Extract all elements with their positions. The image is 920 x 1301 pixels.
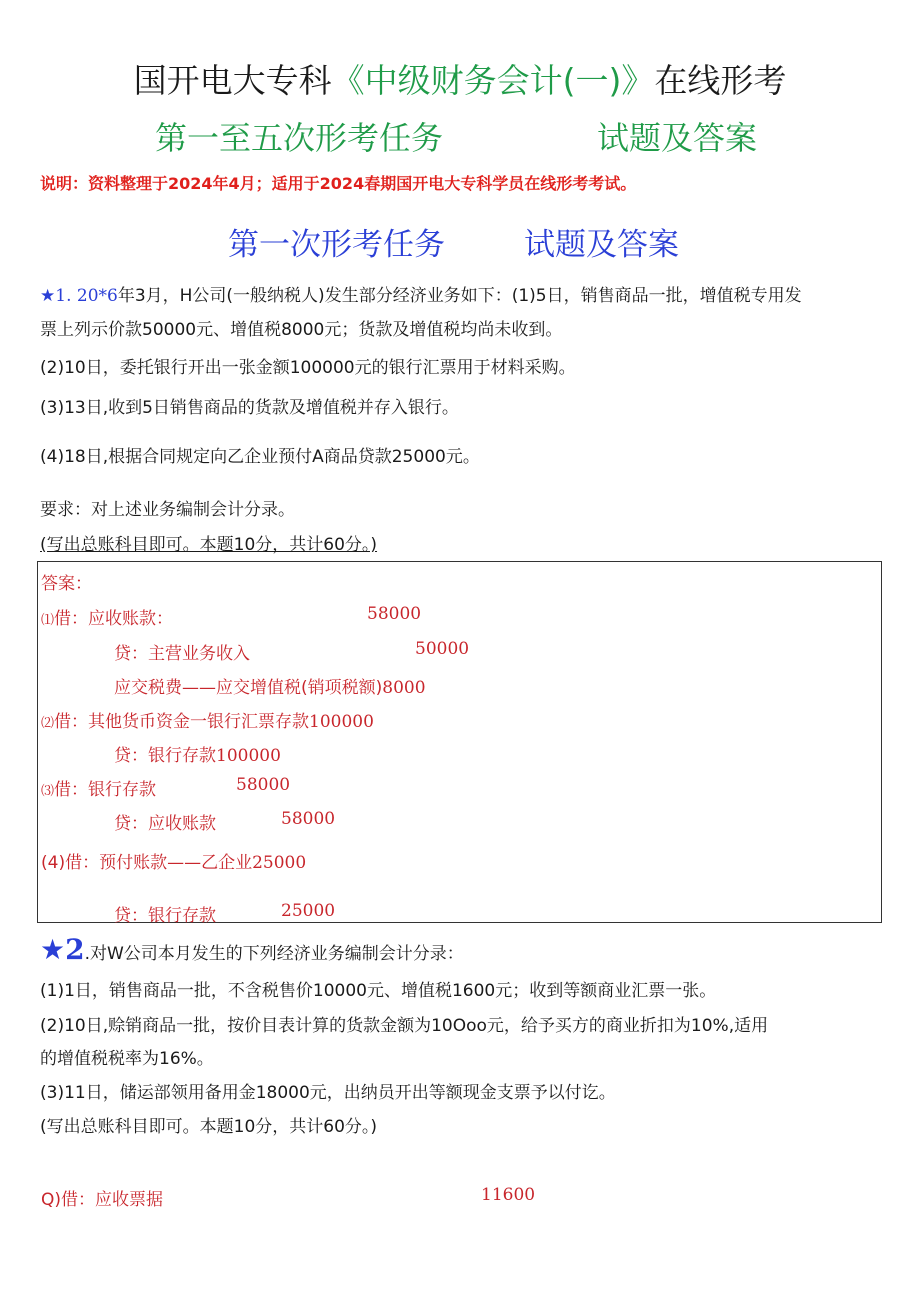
answer-amount-9: 25000 bbox=[281, 901, 336, 921]
q1-requirement-note: (写出总账科目即可。本题10分，共计60分。) bbox=[40, 535, 378, 555]
answer-text-7: 贷：应收账款 bbox=[114, 814, 216, 834]
answer-row-6 bbox=[41, 775, 156, 800]
title-suffix: 在线形考 bbox=[654, 61, 787, 100]
section-title-left: 第一次形考任务 bbox=[228, 227, 445, 263]
q2-line1 bbox=[40, 933, 464, 966]
answer-amount-5: 100000 bbox=[216, 746, 281, 766]
note-text: 说明：资料整理于2024年4月；适用于2024春期国开电大专科学员在线形考考试。 bbox=[40, 174, 637, 193]
answer-text-1: 借：应收账款： bbox=[54, 609, 174, 629]
answer2-amount-1: 11600 bbox=[481, 1185, 536, 1205]
subtitle-left: 第一至五次形考任务 bbox=[155, 119, 444, 157]
section-title-right: 试题及答案 bbox=[524, 227, 679, 263]
answer-text-5: 贷：银行存款 bbox=[114, 746, 216, 766]
answer2-text-1: Q)借：应收票据 bbox=[41, 1190, 164, 1210]
q1-item2: (2)10日，委托银行开出一张金额100000元的银行汇票用于材料采购。 bbox=[40, 358, 576, 378]
document-title bbox=[0, 55, 920, 102]
q1-item3: (3)13日,收到5日销售商品的货款及增值税并存入银行。 bbox=[40, 398, 459, 418]
answer-text-3: 应交税费——应交增值税(销项税额) bbox=[114, 678, 383, 698]
q2-item1: (1)1日，销售商品一批，不含税售价10000元、增值税1600元；收到等额商业汇票一张。 bbox=[40, 981, 717, 1001]
answer-index-2: ⑵ bbox=[41, 716, 55, 731]
q1-line1 bbox=[40, 281, 802, 306]
q1-requirement: 要求：对上述业务编制会计分录。 bbox=[40, 500, 295, 520]
q2-requirement: (写出总账科目即可。本题10分，共计60分。) bbox=[40, 1117, 378, 1137]
q1-item4: (4)18日,根据合同规定向乙企业预付A商品贷款25000元。 bbox=[40, 447, 480, 467]
answer-amount-3: 8000 bbox=[382, 678, 426, 698]
answer-row-5 bbox=[114, 741, 281, 766]
subtitle-right: 试题及答案 bbox=[597, 119, 758, 157]
q2-item2a: (2)10日,赊销商品一批，按价目表计算的货款金额为10Ooo元，给予买方的商业折扣为10%,适用 bbox=[40, 1016, 769, 1036]
answer-amount-1: 58000 bbox=[367, 604, 422, 624]
q1-number: 1. 20*6 bbox=[55, 286, 118, 306]
answer-row-3 bbox=[114, 673, 426, 698]
q2-item3: (3)11日，储运部领用备用金18000元，出纳员开出等额现金支票予以付讫。 bbox=[40, 1083, 616, 1103]
star-icon: ★ bbox=[40, 933, 66, 966]
answer-text-2: 贷：主营业务收入 bbox=[114, 644, 250, 664]
answer-text-6: 借：银行存款 bbox=[54, 780, 157, 800]
answer-text-8: (4)借：预付账款——乙企业 bbox=[41, 853, 253, 873]
answer-row-4 bbox=[41, 707, 374, 732]
answer-row-1 bbox=[41, 604, 173, 629]
title-course-name: 《中级财务会计(一)》 bbox=[331, 61, 655, 100]
answer-index-3: ⑶ bbox=[41, 784, 55, 799]
answer-label: 答案： bbox=[41, 574, 92, 594]
answer-amount-2: 50000 bbox=[415, 639, 470, 659]
q2-item2b: 的增值税税率为16%。 bbox=[40, 1049, 214, 1069]
answer-text-9: 贷：银行存款 bbox=[114, 906, 216, 926]
answer-amount-7: 58000 bbox=[281, 809, 336, 829]
star-icon: ★ bbox=[40, 286, 56, 306]
q2-number: 2 bbox=[65, 933, 85, 966]
answer-amount-6: 58000 bbox=[236, 775, 291, 795]
title-prefix: 国开电大专科 bbox=[133, 61, 332, 100]
answer-amount-4: 100000 bbox=[309, 712, 374, 732]
q2-text1: .对W公司本月发生的下列经济业务编制会计分录： bbox=[84, 944, 464, 964]
q1-text1: 年3月，H公司(一般纳税人)发生部分经济业务如下：(1)5日，销售商品一批，增值税专用发 bbox=[117, 286, 802, 306]
q1-line2: 票上列示价款50000元、增值税8000元；货款及增值税均尚未收到。 bbox=[40, 320, 563, 340]
answer-index-1: ⑴ bbox=[41, 613, 55, 628]
answer-amount-8: 25000 bbox=[252, 853, 307, 873]
answer-text-4: 借：其他货币资金一银行汇票存款 bbox=[54, 712, 310, 732]
answer-row-8 bbox=[41, 848, 306, 873]
